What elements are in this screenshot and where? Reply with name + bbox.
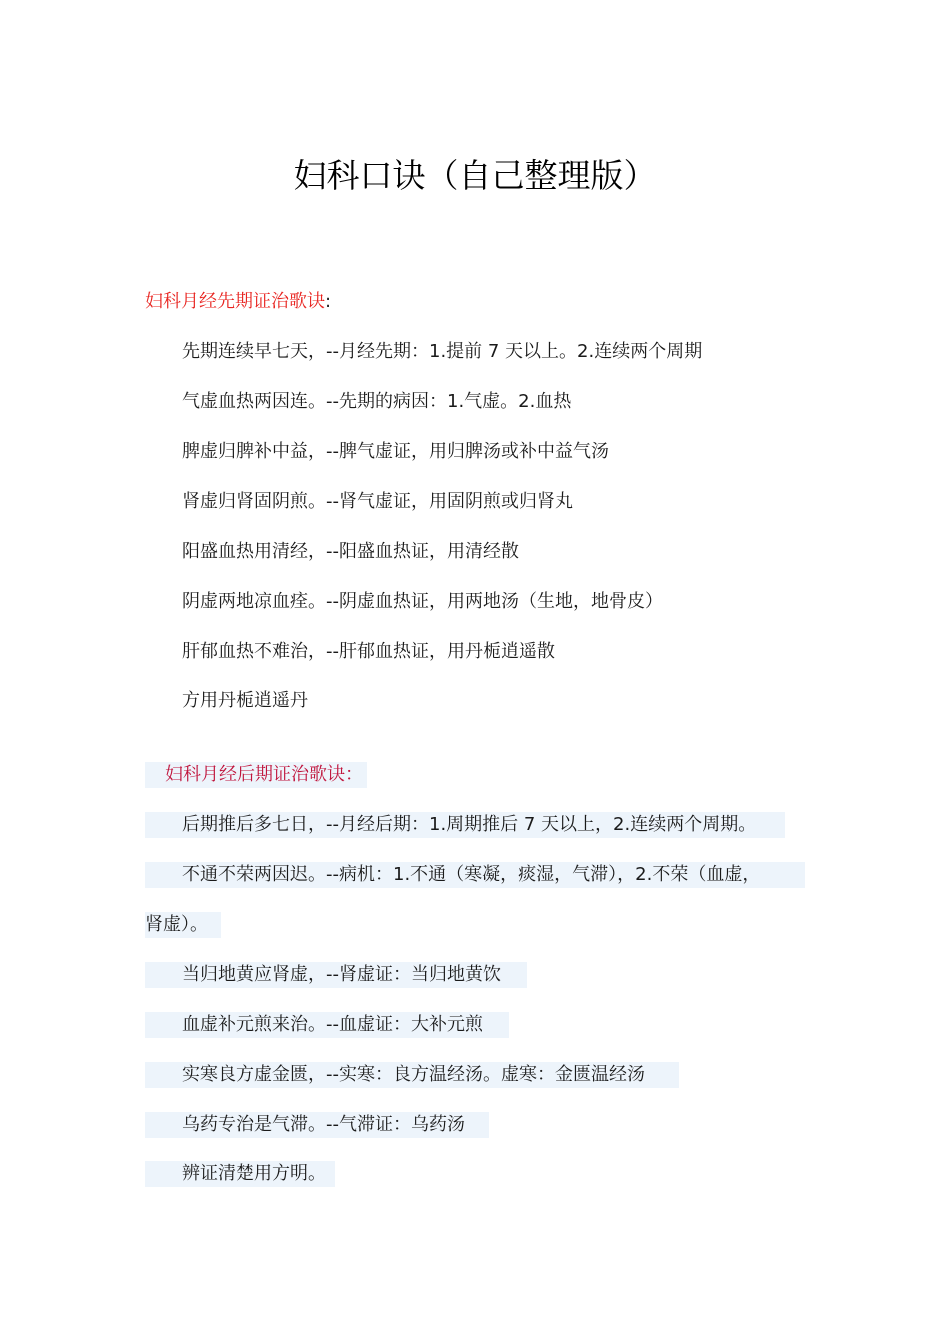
document-title: 妇科口诀（自己整理版） <box>293 156 657 195</box>
section2-heading: 妇科月经后期证治歌诀： <box>165 764 363 785</box>
section2-line: 乌药专治是气滞。--气滞证：乌药汤 <box>182 1114 465 1135</box>
section1-line: 方用丹栀逍遥丹 <box>182 690 308 711</box>
section1-line: 肾虚归肾固阴煎。--肾气虚证，用固阴煎或归肾丸 <box>182 491 573 512</box>
section1-heading <box>145 289 331 315</box>
section1-line: 先期连续早七天，--月经先期：1.提前 7 天以上。2.连续两个周期 <box>182 341 703 362</box>
section2-line: 血虚补元煎来治。--血虚证：大补元煎 <box>182 1014 483 1035</box>
section1-heading-colon: : <box>325 291 332 312</box>
section2-line-continuation: 肾虚）。 <box>145 914 208 935</box>
section1-heading-text: 妇科月经先期证治歌诀 <box>145 291 325 312</box>
section2-line: 当归地黄应肾虚，--肾虚证：当归地黄饮 <box>182 964 501 985</box>
section2-line: 不通不荣两因迟。--病机：1.不通（寒凝，痰湿，气滞），2.不荣（血虚， <box>182 864 761 885</box>
section1-line: 肝郁血热不难治，--肝郁血热证，用丹栀逍遥散 <box>182 641 555 662</box>
section1-line: 脾虚归脾补中益，--脾气虚证，用归脾汤或补中益气汤 <box>182 441 609 462</box>
section2-line: 辨证清楚用方明。 <box>182 1163 326 1184</box>
section2-line: 实寒良方虚金匮，--实寒：良方温经汤。虚寒：金匮温经汤 <box>182 1064 645 1085</box>
section2-line: 后期推后多七日，--月经后期：1.周期推后 7 天以上，2.连续两个周期。 <box>182 814 757 835</box>
section1-line: 阳盛血热用清经，--阳盛血热证，用清经散 <box>182 541 519 562</box>
section1-line: 阴虚两地凉血痊。--阴虚血热证，用两地汤（生地，地骨皮） <box>182 591 663 612</box>
section1-line: 气虚血热两因连。--先期的病因：1.气虚。2.血热 <box>182 391 572 412</box>
